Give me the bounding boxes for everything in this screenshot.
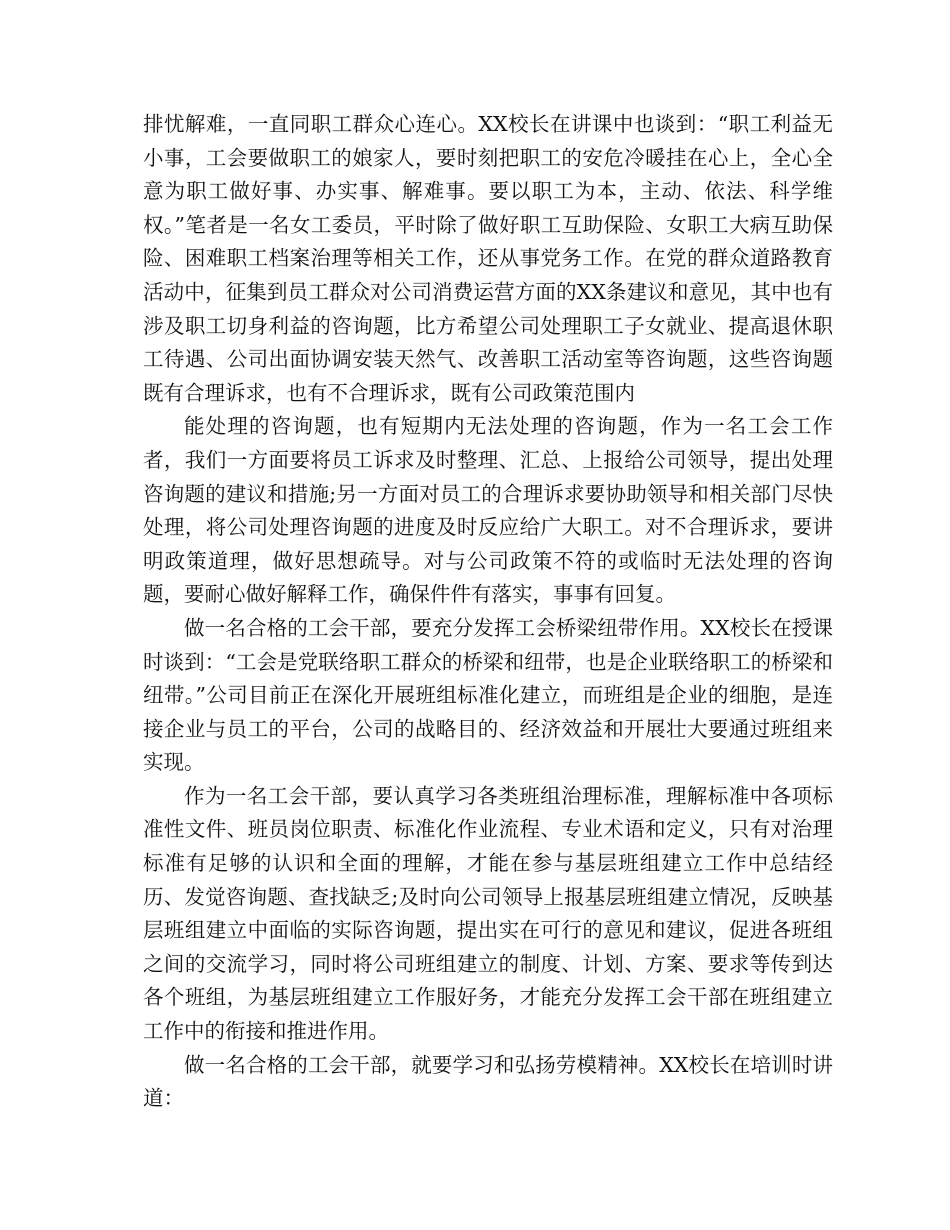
paragraph-3: 做一名合格的工会干部，要充分发挥工会桥梁纽带作用。XX校长在授课时谈到：“工会是党联络职工群众的桥梁和纽带，也是企业联络职工的桥梁和纽带。”公司目前正在深化开展班组标准化建立，而班组是企业的细胞，是连接企业与员工的平台，公司的战略目的、经济效益和开展壮大要通过班组来实现。 [143, 615, 833, 775]
paragraph-4: 作为一名工会干部，要认真学习各类班组治理标准，理解标准中各项标准性文件、班员岗位职责、标准化作业流程、专业术语和定义，只有对治理标准有足够的认识和全面的理解，才能在参与基层班组建立工作中总结经历、发觉咨询题、查找缺乏;及时向公司领导上报基层班组建立情况，反映基层班组建立中面临的实际咨询题，提出实在可行的意见和建议，促进各班组之间的交流学习，同时将公司班组建立的制度、计划、方案、要求等传到达各个班组，为基层班组建立工作服好务，才能充分发挥工会干部在班组建立工作中的衔接和推进作用。 [143, 783, 833, 1044]
paragraph-5: 做一名合格的工会干部，就要学习和弘扬劳模精神。XX校长在培训时讲道： [143, 1052, 833, 1111]
paragraph-2: 能处理的咨询题，也有短期内无法处理的咨询题，作为一名工会工作者，我们一方面要将员工诉求及时整理、汇总、上报给公司领导，提出处理咨询题的建议和措施;另一方面对员工的合理诉求要协助领导和相关部门尽快处理，将公司处理咨询题的进度及时反应给广大职工。对不合理诉求，要讲明政策道理，做好思想疏导。对与公司政策不符的或临时无法处理的咨询题，要耐心做好解释工作，确保件件有落实，事事有回复。 [143, 414, 833, 607]
paragraph-1: 排忧解难，一直同职工群众心连心。XX校长在讲课中也谈到：“职工利益无小事，工会要做职工的娘家人，要时刻把职工的安危冷暖挂在心上，全心全意为职工做好事、办实事、解难事。要以职工为本，主动、依法、科学维权。”笔者是一名女工委员，平时除了做好职工互助保险、女职工大病互助保险、困难职工档案治理等相关工作，还从事党务工作。在党的群众道路教育活动中，征集到员工群众对公司消费运营方面的XX条建议和意见，其中也有涉及职工切身利益的咨询题，比方希望公司处理职工子女就业、提高退休职工待遇、公司出面协调安装天然气、改善职工活动室等咨询题，这些咨询题既有合理诉求，也有不合理诉求，既有公司政策范围内 [143, 112, 833, 405]
document-body [143, 108, 833, 1116]
